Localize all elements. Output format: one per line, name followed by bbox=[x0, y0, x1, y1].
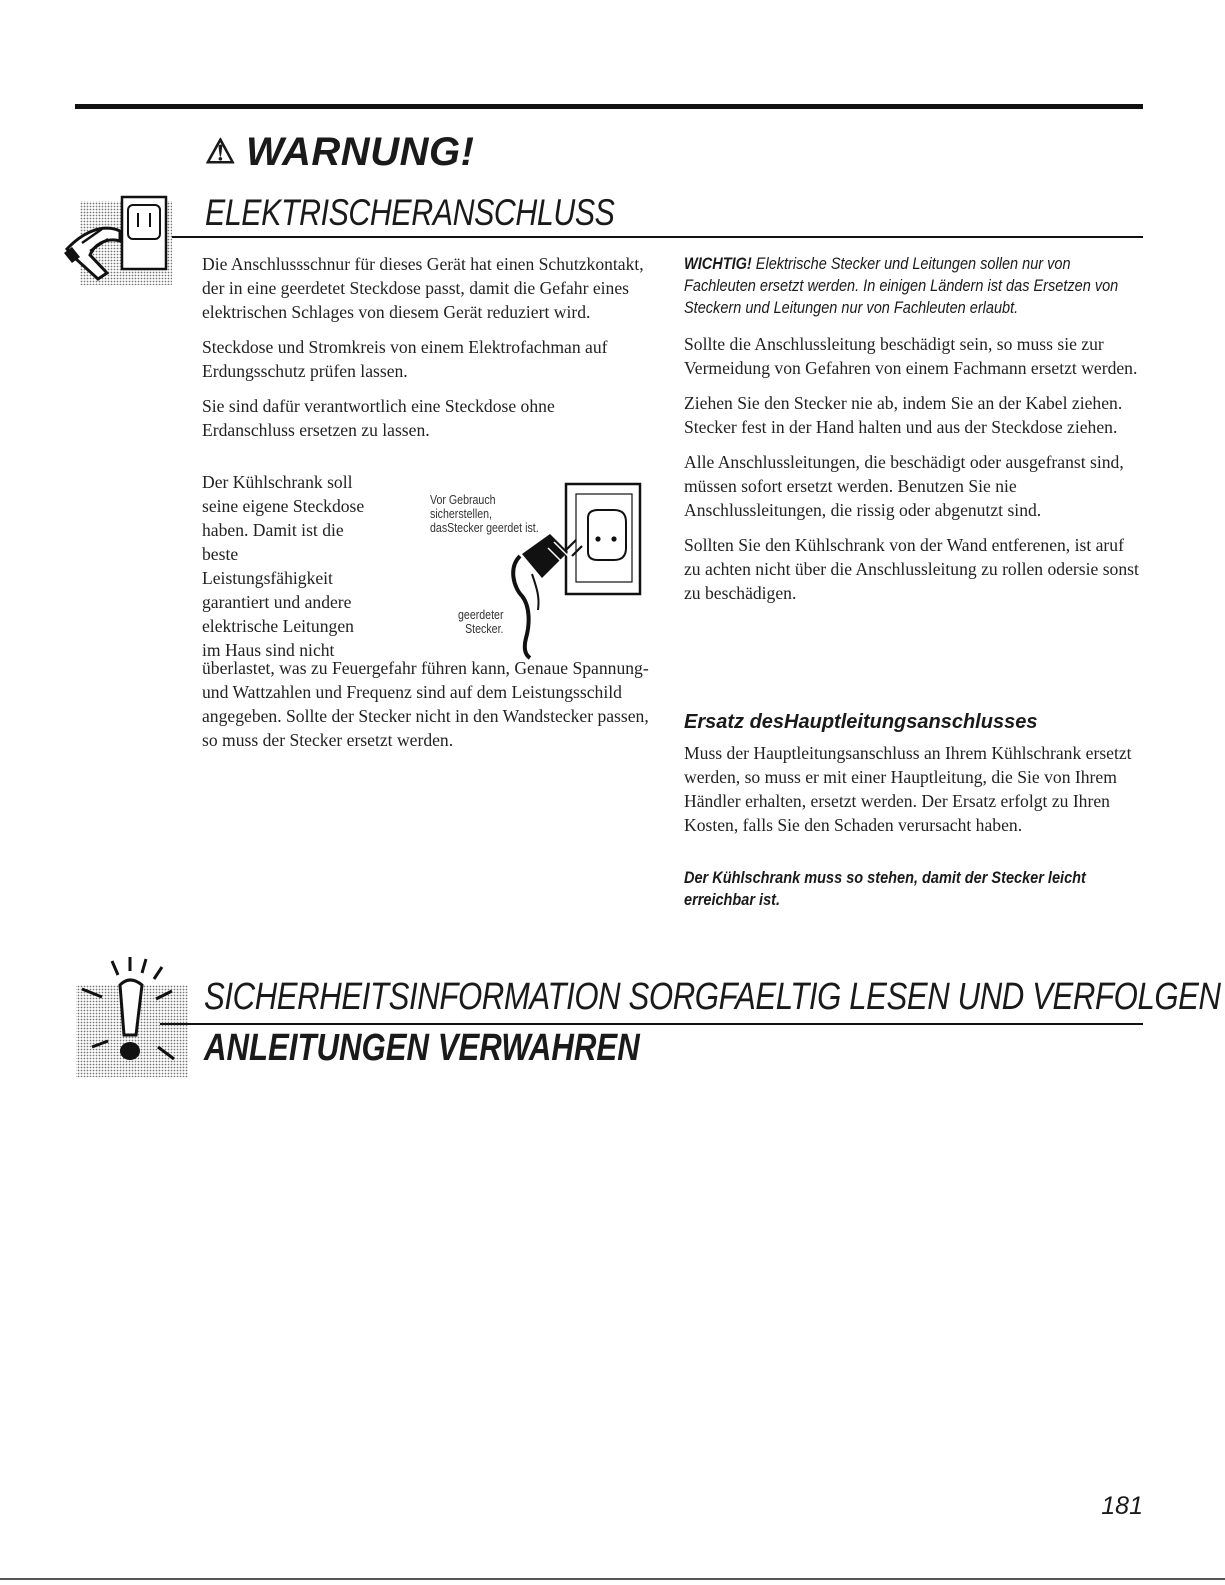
exclamation-warning-icon bbox=[62, 955, 202, 1080]
page-number: 181 bbox=[1101, 1492, 1143, 1520]
figure-text-line: haben. Damit ist die bbox=[202, 520, 344, 540]
paragraph-damaged-cable: Sollte die Anschlussleitung beschädigt sein, so muss sie zur Vermeidung von Gefahren von einem Fachmann ersetzt werden. bbox=[684, 334, 1138, 378]
left-column bbox=[202, 252, 650, 453]
figure-text-line: seine eigene Steckdose bbox=[202, 496, 365, 516]
important-text: Elektrische Stecker und Leitungen sollen nur von Fachleuten ersetzt werden. In einigen Ländern ist das Ersetzen von Steckern und Leitungen nur von Fachleuten erlaubt. bbox=[684, 255, 1119, 317]
subheading-replacement: Ersatz desHauptleitungsanschlusses bbox=[684, 711, 1038, 733]
paragraph-responsibility: Sie sind dafür verantwortlich eine Steckdose ohne Erdanschluss ersetzen zu lassen. bbox=[202, 396, 555, 440]
paragraph-moving-fridge: Sollten Sie den Kühlschrank von der Wand entferenen, ist aruf zu achten nicht über die Anschlussleitung zu rollen odersie sonst zu beschädigen. bbox=[684, 535, 1139, 603]
figure-text-line: elektrische Leitungen bbox=[202, 616, 354, 636]
important-note bbox=[684, 253, 1124, 319]
warning-heading bbox=[205, 130, 474, 175]
figure-text-line: Leistungsfähigkeit bbox=[202, 568, 333, 588]
figure-text-line: im Haus sind nicht bbox=[202, 640, 335, 660]
outlet-hand-icon bbox=[62, 193, 180, 299]
figure-label-plug: geerdeter Stecker. bbox=[458, 608, 504, 636]
figure-text-line: Der Kühlschrank soll bbox=[202, 472, 353, 492]
final-note: Der Kühlschrank muss so stehen, damit der Stecker leicht erreichbar ist. bbox=[684, 869, 1086, 909]
figure-paragraph-rest: überlastet, was zu Feuergefahr führen kann, Genaue Spannung- und Wattzahlen und Frequenz sind auf dem Leistungsschild angegeben. Sollte der Stecker nicht in den Wandstecker passen, so muss der Stecker ersetzt werden. bbox=[202, 658, 649, 750]
paragraph-frayed-cables: Alle Anschlussleitungen, die beschädigt oder ausgefranst sind, müssen sofort ersetzt werden. Benutzen Sie nie Anschlussleitungen, die rissig oder abgenutzt sind. bbox=[684, 452, 1124, 520]
section-title: ELEKTRISCHERANSCHLUSS bbox=[205, 192, 615, 233]
figure-paragraph-lines bbox=[202, 470, 422, 662]
paragraph-ground-contact: Die Anschlussschnur für dieses Gerät hat einen Schutzkontakt, der in eine geerdetet Steckdose passt, damit die Gefahr eines elektrischen Schlages von diesem Gerät reduziert wird. bbox=[202, 254, 644, 322]
right-column bbox=[684, 332, 1139, 616]
figure-text-line: garantiert und andere bbox=[202, 592, 352, 612]
warning-triangle-icon: ⚠ bbox=[205, 133, 236, 171]
footer-divider bbox=[160, 1023, 1143, 1025]
warning-title: WARNUNG! bbox=[245, 130, 475, 174]
important-label: WICHTIG! bbox=[684, 255, 752, 273]
section-divider bbox=[172, 236, 1143, 238]
paragraph-check-outlet: Steckdose und Stromkreis von einem Elektrofachman auf Erdungsschutz prüfen lassen. bbox=[202, 337, 608, 381]
page-bottom-edge bbox=[0, 1578, 1225, 1580]
figure-label-check: Vor Gebrauch sicherstellen, dasStecker geerdet ist. bbox=[430, 493, 539, 535]
footer-title-line1: SICHERHEITSINFORMATION SORGFAELTIG LESEN UND VERFOLGEN bbox=[204, 976, 1221, 1018]
footer-title-line2: ANLEITUNGEN VERWAHREN bbox=[204, 1027, 640, 1069]
paragraph-unplug: Ziehen Sie den Stecker nie ab, indem Sie an der Kabel ziehen. Stecker fest in der Hand halten und aus der Steckdose ziehen. bbox=[684, 393, 1123, 437]
top-divider bbox=[75, 104, 1143, 109]
paragraph-replacement: Muss der Hauptleitungsanschluss an Ihrem Kühlschrank ersetzt werden, so muss er mit einer Hauptleitung, die Sie von Ihrem Händler erhalten, ersetzt werden. Der Ersatz erfolgt zu Ihren Kosten, falls Sie den Schaden verursacht haben. bbox=[684, 743, 1132, 835]
figure-text-line: beste bbox=[202, 544, 239, 564]
